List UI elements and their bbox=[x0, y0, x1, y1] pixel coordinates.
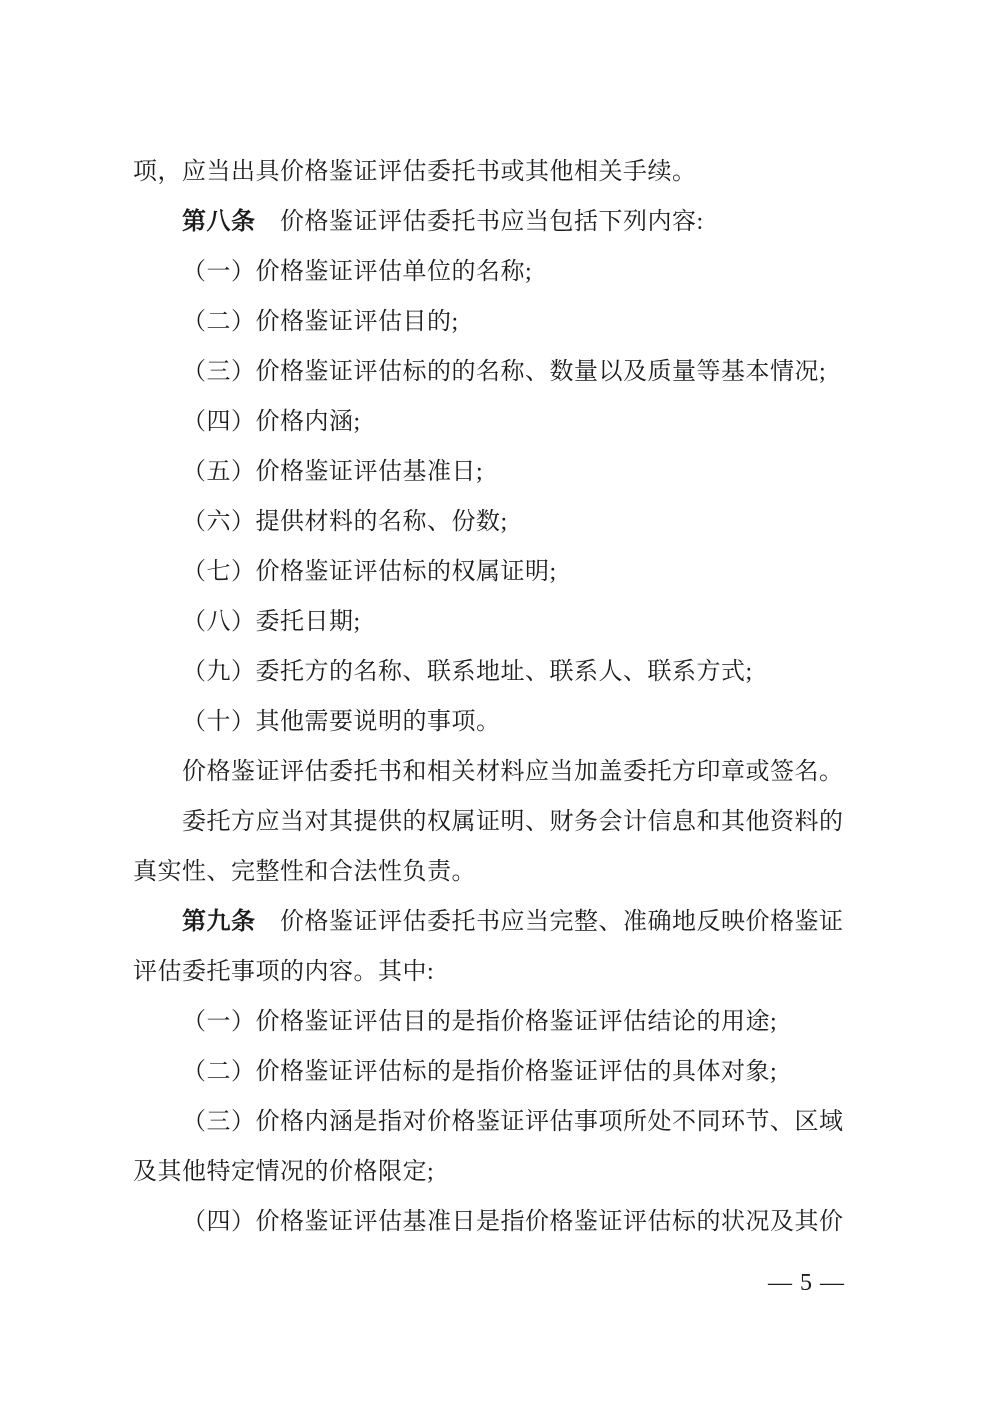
line-text: 价格鉴证评估委托书和相关材料应当加盖委托方印章或签名。 bbox=[182, 759, 844, 785]
line-text: 评估委托事项的内容。其中: bbox=[133, 959, 435, 985]
document-line-item-3 bbox=[133, 347, 878, 397]
line-text: 项，应当出具价格鉴证评估委托书或其他相关手续。 bbox=[133, 159, 697, 185]
document-line-item-1 bbox=[133, 997, 878, 1047]
line-text: （四）价格鉴证评估基准日是指价格鉴证评估标的状况及其价 bbox=[182, 1209, 844, 1235]
document-line-item-6 bbox=[133, 497, 878, 547]
document-line bbox=[133, 147, 878, 197]
line-text: （一）价格鉴证评估单位的名称; bbox=[182, 259, 533, 285]
document-line-item-2 bbox=[133, 1047, 878, 1097]
line-text: （一）价格鉴证评估目的是指价格鉴证评估结论的用途; bbox=[182, 1009, 778, 1035]
line-text: 及其他特定情况的价格限定; bbox=[133, 1159, 435, 1185]
document-line-item-8 bbox=[133, 597, 878, 647]
document-line-item-3 bbox=[133, 1097, 878, 1147]
document-line-item-4 bbox=[133, 1197, 878, 1247]
document-line-item-10 bbox=[133, 697, 878, 747]
document-body bbox=[133, 147, 878, 1247]
document-line bbox=[133, 747, 878, 797]
line-text: （八）委托日期; bbox=[182, 609, 361, 635]
document-line bbox=[133, 797, 878, 847]
line-text: 价格鉴证评估委托书应当完整、准确地反映价格鉴证 bbox=[255, 909, 844, 935]
article-number: 第八条 bbox=[182, 209, 256, 235]
document-line-article-9 bbox=[133, 897, 878, 947]
document-line-item-2 bbox=[133, 297, 878, 347]
document-line-item-1 bbox=[133, 247, 878, 297]
line-text: 委托方应当对其提供的权属证明、财务会计信息和其他资料的 bbox=[182, 809, 844, 835]
line-text: （十）其他需要说明的事项。 bbox=[182, 709, 501, 735]
line-text: 价格鉴证评估委托书应当包括下列内容: bbox=[255, 209, 704, 235]
line-text: （六）提供材料的名称、份数; bbox=[182, 509, 508, 535]
article-number: 第九条 bbox=[182, 909, 256, 935]
document-line-item-5 bbox=[133, 447, 878, 497]
line-text: （二）价格鉴证评估标的是指价格鉴证评估的具体对象; bbox=[182, 1059, 778, 1085]
document-line bbox=[133, 847, 878, 897]
line-text: （五）价格鉴证评估基准日; bbox=[182, 459, 484, 485]
line-text: 真实性、完整性和合法性负责。 bbox=[133, 859, 476, 885]
line-text: （四）价格内涵; bbox=[182, 409, 361, 435]
line-text: （七）价格鉴证评估标的权属证明; bbox=[182, 559, 557, 585]
document-line-article-8 bbox=[133, 197, 878, 247]
line-text: （三）价格内涵是指对价格鉴证评估事项所处不同环节、区域 bbox=[182, 1109, 844, 1135]
document-line bbox=[133, 1147, 878, 1197]
document-line-item-9 bbox=[133, 647, 878, 697]
page-number: — 5 — bbox=[768, 1270, 845, 1296]
document-line-item-7 bbox=[133, 547, 878, 597]
line-text: （二）价格鉴证评估目的; bbox=[182, 309, 459, 335]
document-line bbox=[133, 947, 878, 997]
line-text: （九）委托方的名称、联系地址、联系人、联系方式; bbox=[182, 659, 753, 685]
line-text: （三）价格鉴证评估标的的名称、数量以及质量等基本情况; bbox=[182, 359, 827, 385]
document-line-item-4 bbox=[133, 397, 878, 447]
